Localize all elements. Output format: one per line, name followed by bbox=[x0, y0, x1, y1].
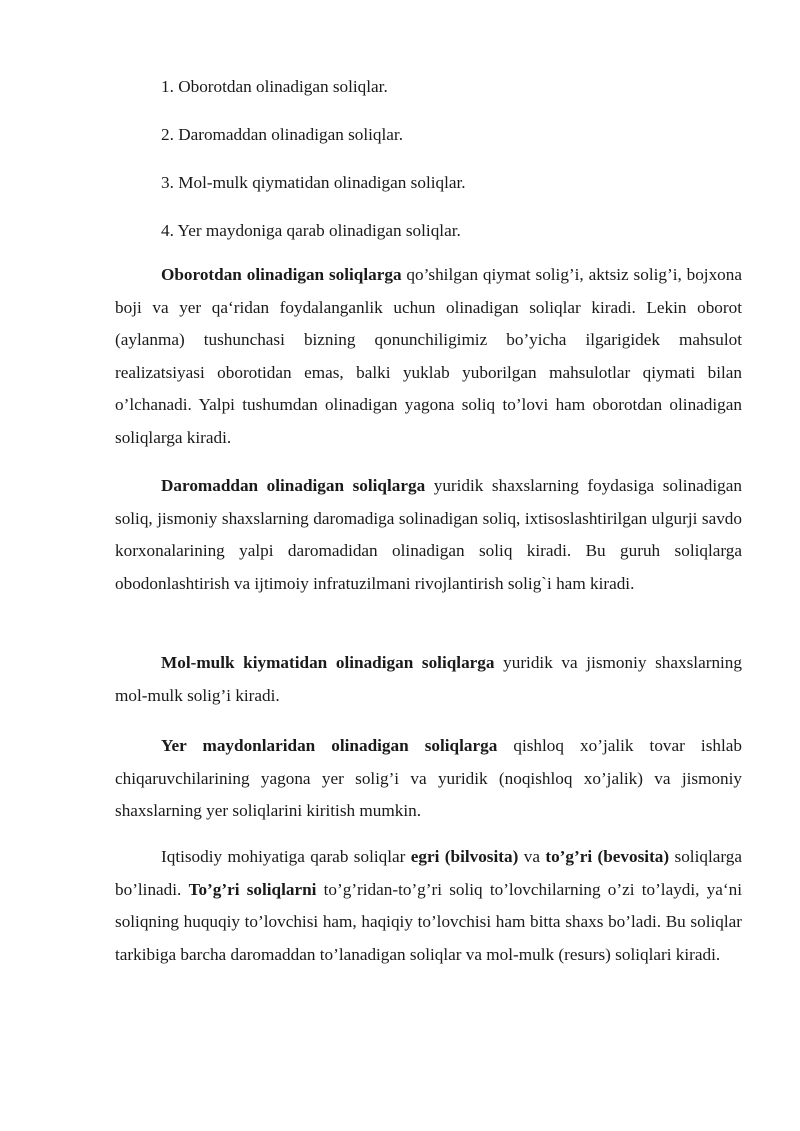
paragraph-yer-text: qishloq xo’jalik tovar ishlab chiqaruvchilarining yagona yer solig’i va yuridik (noqishloq xo’jalik) va jismoniy shaxslarning yer soliqlarini kiritish mumkin. bbox=[115, 736, 742, 821]
paragraph-iqtisodiy-text-3: soliqlarga bo’linadi. bbox=[115, 847, 742, 899]
list-item-daromad: 2. Daromaddan olinadigan soliqlar. bbox=[161, 125, 404, 144]
paragraph-iqtisodiy-text-2: va bbox=[518, 847, 546, 866]
term-egri: egri (bilvosita) bbox=[410, 847, 519, 866]
paragraph-daromad-text: yuridik shaxslarning foydasiga solinadigan soliq, jismoniy shaxslarning daromadiga solinadigan soliq, ixtisoslashtirilgan ulgurji savdo korxonalarining yalpi daromadidan olinadigan soliq kiradi. Bu guruh soliqlarga obodonlashtirish va ijtimoiy infratuzilmani rivojlantirish solig`i ham kiradi. bbox=[115, 476, 742, 593]
paragraph-iqtisodiy-text-1: Iqtisodiy mohiyatiga qarab soliqlar bbox=[161, 847, 411, 866]
term-daromad: Daromaddan olinadigan soliqlarga bbox=[161, 476, 426, 495]
paragraph-oborot-text: qo’shilgan qiymat solig’i, aktsiz solig’i, bojxona boji va yer qa‘ridan foydalanganlik uchun olinadigan soliqlar kiradi. Lekin oborot (aylanma) tushunchasi bizning qonunchiligimiz bo’yicha ilgarigidek mahsulot realizatsiyasi oborotidan emas, balki yuklab yuborilgan mahsulotlar qiymati bilan o’lchanadi. Yalpi tushumdan olinadigan yagona soliq to’lovi ham oborotdan olinadigan soliqlarga kiradi. bbox=[115, 265, 742, 447]
term-oborot: Oborotdan olinadigan soliqlarga bbox=[161, 265, 402, 284]
term-yer: Yer maydonlaridan olinadigan soliqlarga bbox=[161, 736, 498, 755]
paragraph-mol-mulk-text: yuridik va jismoniy shaxslarning mol-mulk solig’i kiradi. bbox=[115, 653, 742, 705]
term-mol-mulk: Mol-mulk kiymatidan olinadigan soliqlarga bbox=[161, 653, 495, 672]
list-item-mol-mulk: 3. Mol-mulk qiymatidan olinadigan soliqlar. bbox=[161, 173, 466, 192]
paragraph-iqtisodiy-text-4: to’g’ridan-to’g’ri soliq to’lovchilarning o’zi to’laydi, ya‘ni soliqning huquqiy to’lovchisi ham, haqiqiy to’lovchisi ham bitta shaxs bo’ladi. Bu soliqlar tarkibiga barcha daromaddan to’lanadigan soliqlar va mol-mulk (resurs) soliqlari kiradi. bbox=[115, 879, 742, 964]
paragraph-mol-mulk bbox=[115, 647, 742, 712]
paragraph-yer bbox=[115, 730, 742, 828]
list-item-oborot: 1. Oborotdan olinadigan soliqlar. bbox=[161, 77, 388, 96]
term-togri-soliqlarni: To’g’ri soliqlarni bbox=[188, 879, 317, 899]
paragraph-iqtisodiy bbox=[115, 841, 742, 971]
paragraph-daromad bbox=[115, 470, 742, 600]
paragraph-oborot bbox=[115, 259, 742, 455]
term-togri: to’g’ri (bevosita) bbox=[545, 847, 670, 866]
list-item-yer: 4. Yer maydoniga qarab olinadigan soliqlar. bbox=[161, 221, 461, 240]
